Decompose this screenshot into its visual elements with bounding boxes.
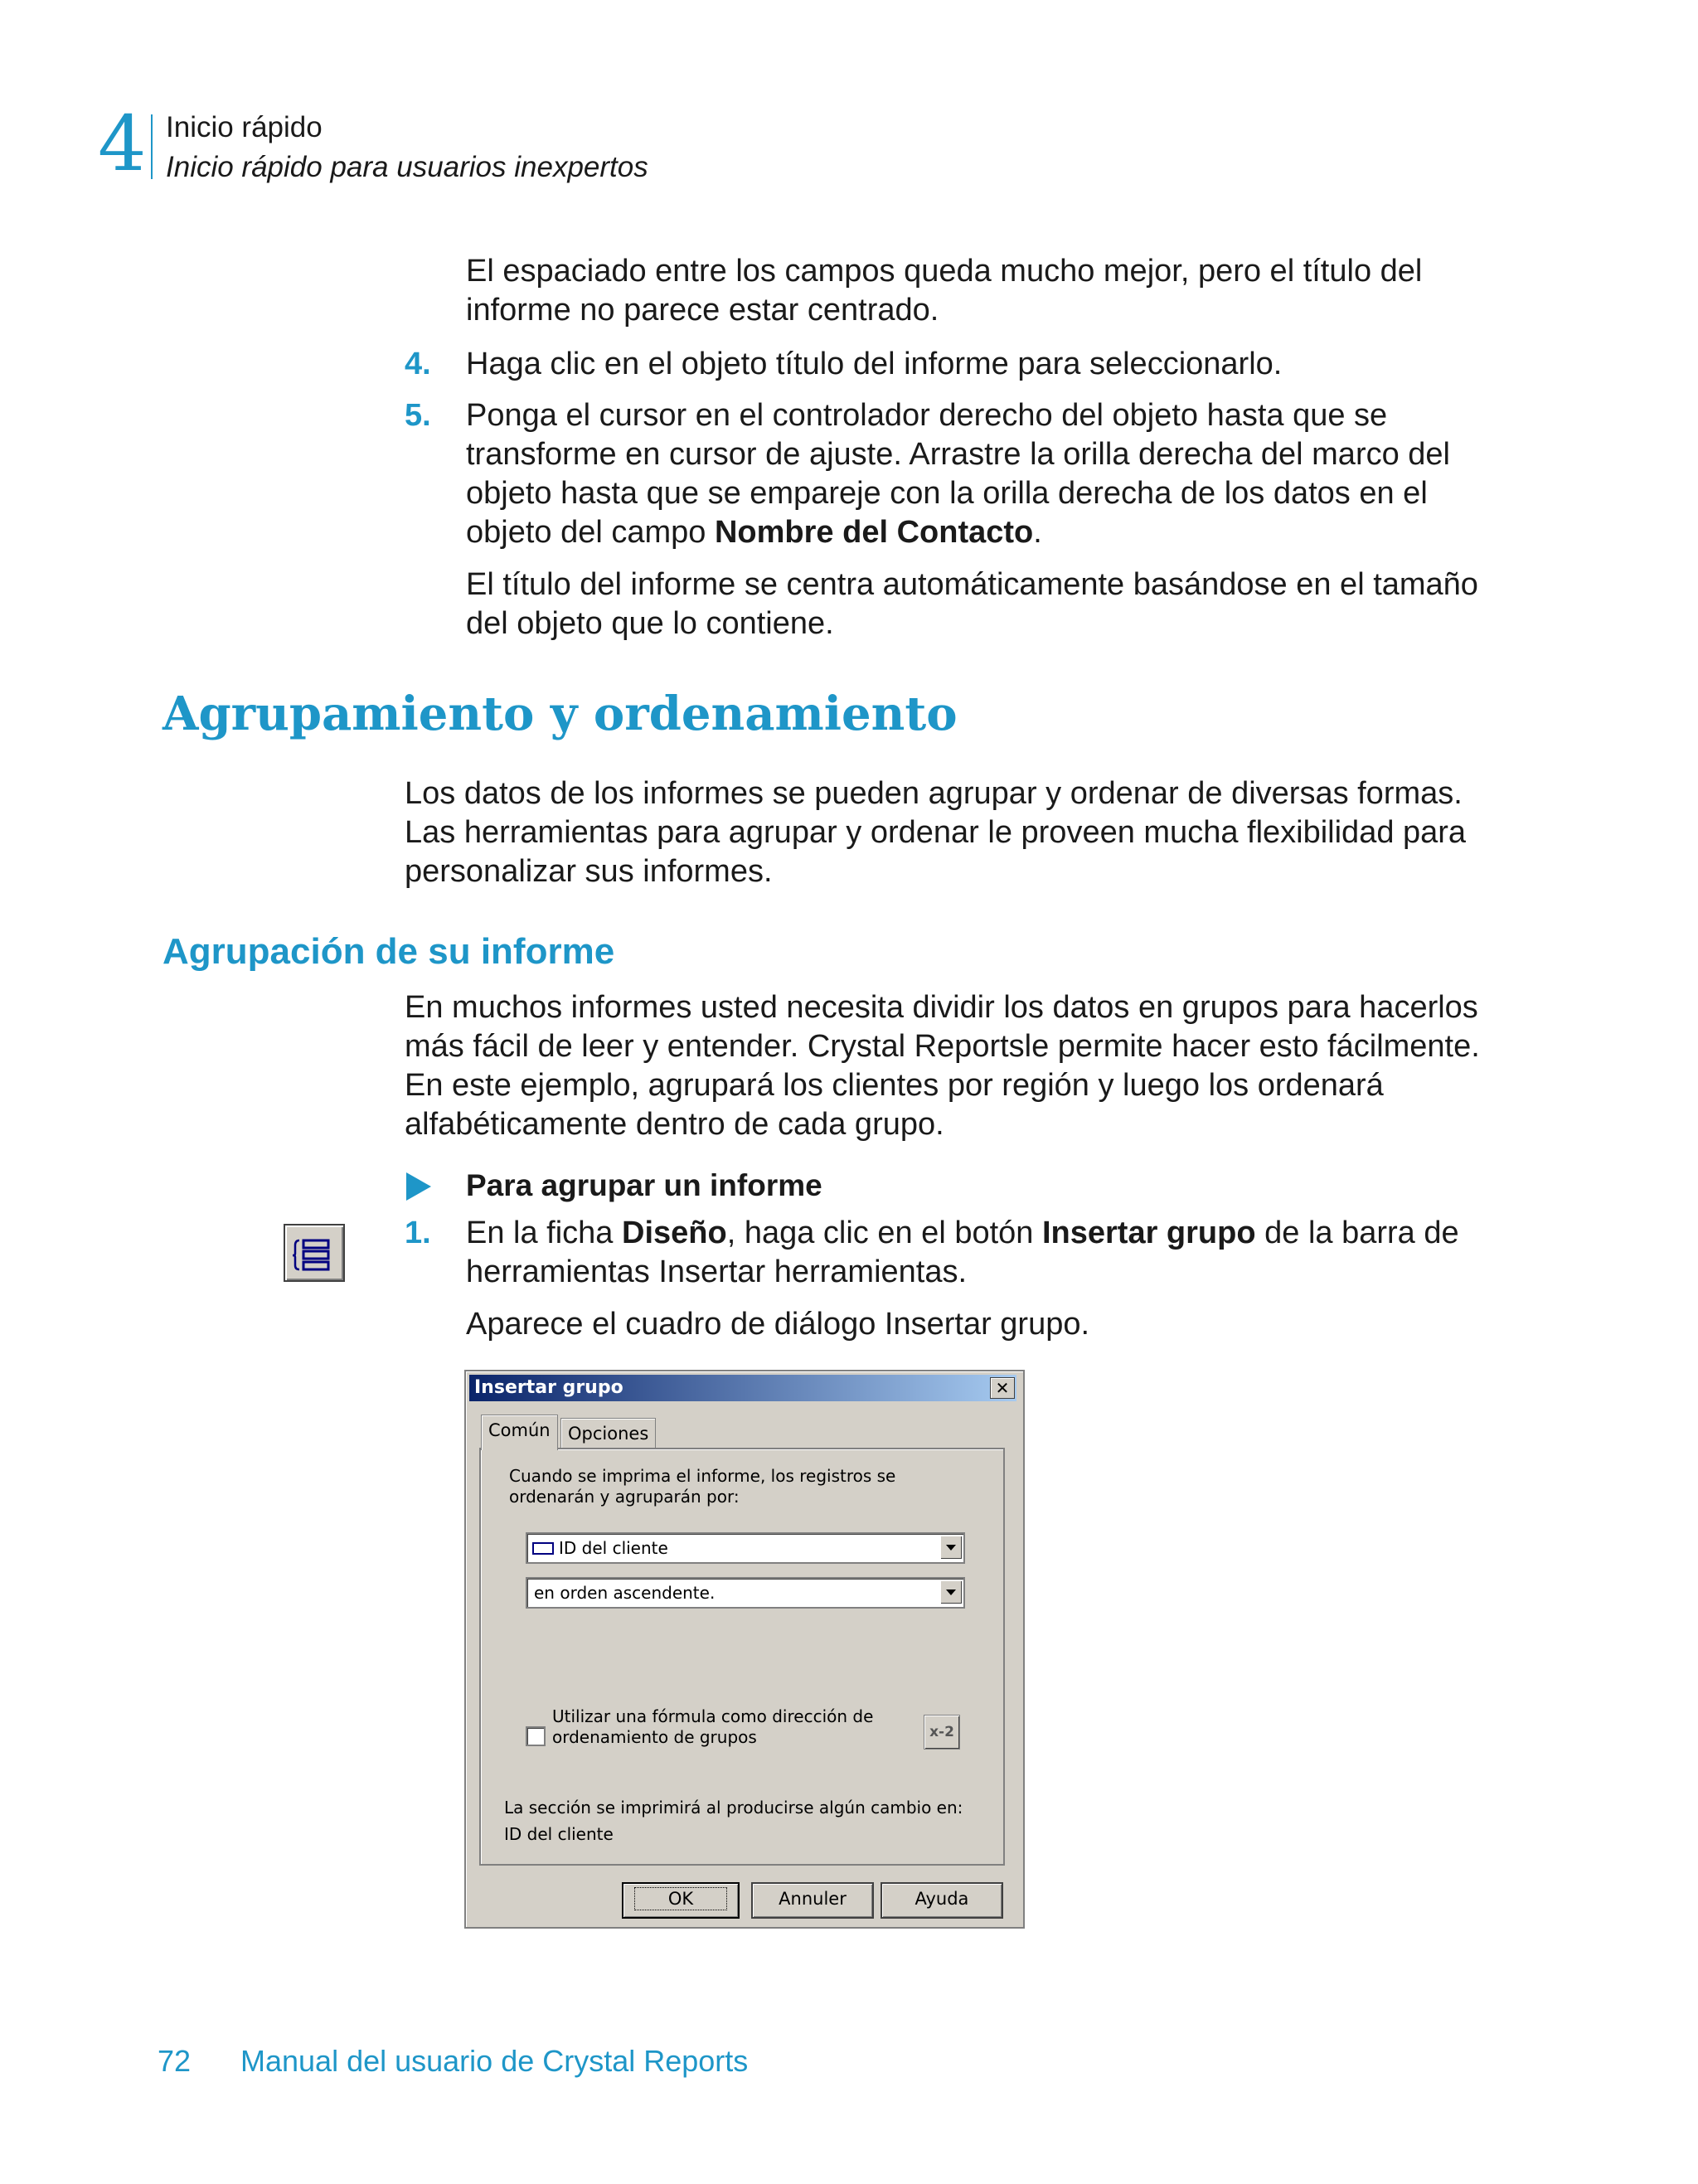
chevron-down-icon[interactable]: [940, 1536, 962, 1559]
close-icon[interactable]: ✕: [990, 1377, 1015, 1399]
help-button[interactable]: Ayuda: [881, 1882, 1003, 1919]
chapter-divider: [151, 114, 153, 179]
print-value: ID del cliente: [504, 1824, 614, 1844]
chapter-number: 4: [98, 99, 147, 188]
formula-sort-label: Utilizar una fórmula como dirección de ordenamiento de grupos: [552, 1706, 874, 1747]
chapter-title: Inicio rápido: [166, 111, 323, 143]
formula-sort-checkbox[interactable]: [526, 1726, 546, 1746]
step-number: 4.: [405, 347, 431, 381]
sort-order-value: en orden ascendente.: [534, 1583, 716, 1603]
step-text-part: Ponga el cursor en el controlador derecho del objeto hasta que se transforme en cursor de ajuste. Arrastre la orilla derecha del marco del objeto hasta que se empareje con la orilla derecha de los datos en el objeto del campo: [466, 398, 1450, 550]
step-text: [466, 1214, 1502, 1292]
step-text-part: .: [1033, 515, 1042, 550]
group-field-select[interactable]: [526, 1532, 965, 1564]
section-paragraph: Los datos de los informes se pueden agrupar y ordenar de diversas formas. Las herramientas para agrupar y ordenar le proveen mucha flexibilidad para personalizar sus informes.: [405, 776, 1467, 889]
page-number: 72: [158, 2044, 192, 2078]
tab-comun[interactable]: Común: [481, 1415, 558, 1450]
ok-button[interactable]: [622, 1882, 740, 1919]
ok-button-label: OK: [634, 1887, 727, 1910]
print-note: La sección se imprimirá al producirse algún cambio en:: [504, 1798, 963, 1818]
tab-name-bold: Diseño: [622, 1216, 727, 1250]
step-text: Haga clic en el objeto título del informe para seleccionarlo.: [466, 347, 1283, 381]
database-field-icon: [532, 1542, 554, 1555]
dialog-titlebar[interactable]: [469, 1375, 1016, 1401]
insert-group-icon: [284, 1224, 345, 1282]
field-name-bold: Nombre del Contacto: [714, 515, 1034, 550]
dialog-title: Insertar grupo: [474, 1377, 623, 1398]
insert-group-dialog: [464, 1370, 1025, 1929]
tab-opciones[interactable]: Opciones: [560, 1418, 656, 1449]
step-text: [466, 396, 1494, 552]
group-by-prompt: Cuando se imprima el informe, los registros se ordenarán y agruparán por:: [509, 1466, 896, 1507]
cancel-button[interactable]: Annuler: [751, 1882, 874, 1919]
section-subtitle: Inicio rápido para usuarios inexpertos: [166, 151, 648, 183]
step-number: 5.: [405, 398, 431, 433]
chevron-down-icon[interactable]: [940, 1580, 962, 1604]
sort-order-select[interactable]: [526, 1577, 965, 1609]
step-result: El título del informe se centra automáticamente basándose en el tamaño del objeto que lo contiene.: [466, 567, 1478, 641]
step-text-part: de la barra de herramientas Insertar herramientas.: [466, 1216, 1459, 1289]
book-title: Manual del usuario de Crystal Reports: [240, 2044, 749, 2078]
step-text-part: , haga clic en el botón: [726, 1216, 1042, 1250]
intro-continuation: El espaciado entre los campos queda mucho mejor, pero el título del informe no parece estar centrado.: [466, 254, 1423, 328]
step-text-part: En la ficha: [466, 1216, 622, 1250]
insert-group-glyph: [285, 1225, 343, 1280]
step-number: 1.: [405, 1216, 431, 1250]
procedure-arrow-icon: [406, 1172, 431, 1201]
procedure-title: Para agrupar un informe: [466, 1168, 822, 1202]
button-name-bold: Insertar grupo: [1041, 1216, 1256, 1250]
group-field-value: ID del cliente: [559, 1538, 668, 1558]
subsection-heading: Agrupación de su informe: [163, 931, 615, 972]
formula-button[interactable]: x-2: [924, 1715, 960, 1750]
tab-panel: [479, 1448, 1005, 1866]
step-result: Aparece el cuadro de diálogo Insertar grupo.: [466, 1307, 1090, 1342]
section-heading: Agrupamiento y ordenamiento: [163, 687, 958, 741]
subsection-paragraph: En muchos informes usted necesita dividir los datos en grupos para hacerlos más fácil de leer y entender. Crystal Reportsle permite hacer esto fácilmente. En este ejemplo, agrupará los clientes por región y luego los ordenará alfabéticamente dentro de cada grupo.: [405, 990, 1480, 1142]
